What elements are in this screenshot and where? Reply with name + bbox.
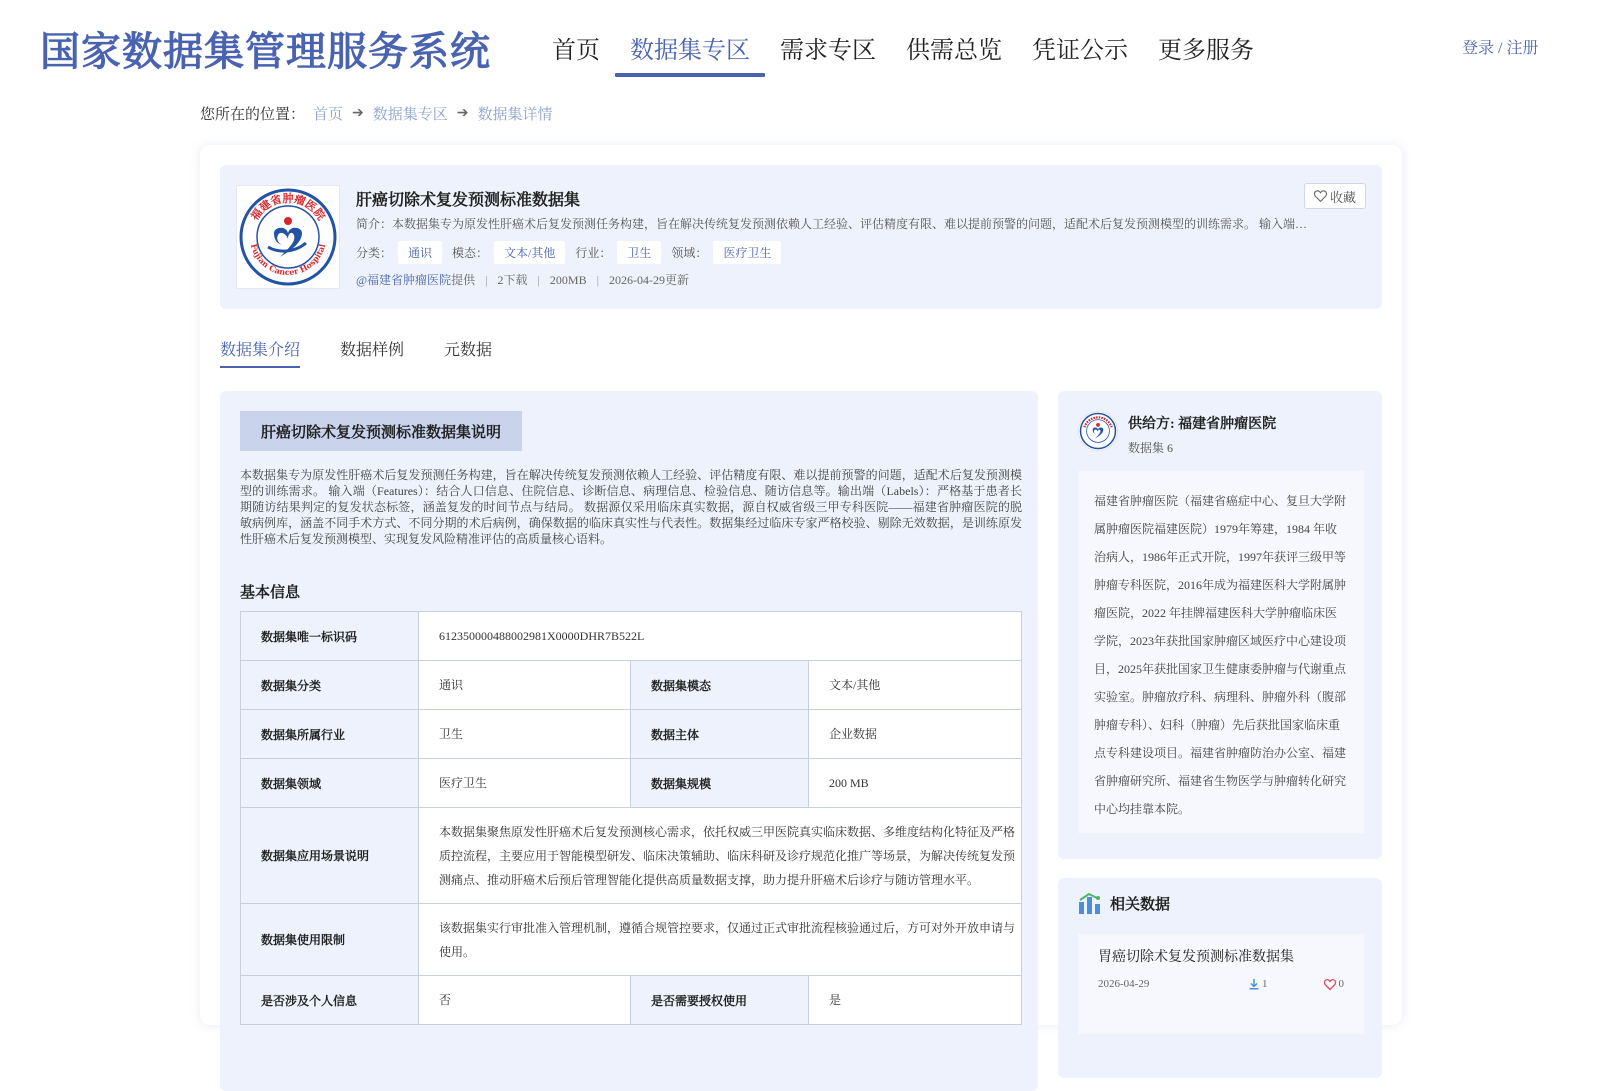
table-row	[241, 904, 1022, 976]
tab-introduction[interactable]: 数据集介绍	[220, 337, 300, 368]
breadcrumb-prefix: 您所在的位置：	[200, 107, 306, 123]
info-key: 数据集唯一标识码	[241, 612, 419, 661]
table-row	[241, 661, 1022, 710]
nav-overview[interactable]: 供需总览	[906, 38, 1002, 64]
table-row	[241, 612, 1022, 661]
provider-link[interactable]: @福建省肿瘤医院	[356, 273, 452, 287]
info-key: 数据集模态	[631, 661, 809, 710]
download-icon	[1249, 979, 1259, 990]
related-downloads: 1	[1249, 978, 1268, 990]
provider-avatar[interactable]	[1078, 411, 1118, 451]
tag-modality[interactable]: 文本/其他	[494, 241, 565, 264]
svg-text:Fujian Cancer Hospital: Fujian Cancer Hospital	[248, 242, 328, 278]
provider-dataset-count: 数据集 6	[1128, 441, 1174, 455]
info-value: 612350000488002981X0000DHR7B522L	[419, 612, 1022, 661]
info-key: 数据集所属行业	[241, 710, 419, 759]
info-key: 数据集使用限制	[241, 904, 419, 976]
download-count: 2下载	[497, 273, 528, 287]
nav-datasets[interactable]: 数据集专区	[615, 26, 765, 75]
detail-tabs	[220, 337, 532, 368]
header	[0, 0, 1600, 90]
table-row	[241, 976, 1022, 1025]
intro-panel	[220, 391, 1038, 1091]
table-row	[241, 808, 1022, 904]
breadcrumb-home[interactable]: 首页	[313, 107, 344, 123]
info-value: 卫生	[419, 710, 631, 759]
arrow-right-icon: ➔	[456, 106, 469, 121]
intro-section-title: 肝癌切除术复发预测标准数据集说明	[240, 411, 522, 451]
related-title-text: 相关数据	[1110, 896, 1171, 913]
tag-field[interactable]: 医疗卫生	[713, 241, 781, 264]
info-key: 数据集分类	[241, 661, 419, 710]
info-value: 否	[419, 976, 631, 1025]
favorite-button[interactable]	[1304, 183, 1366, 209]
info-value: 企业数据	[809, 710, 1022, 759]
basic-info-title: 基本信息	[240, 585, 301, 601]
tag-category[interactable]: 通识	[398, 241, 442, 264]
table-row	[241, 759, 1022, 808]
nav-certificates[interactable]: 凭证公示	[1032, 38, 1128, 64]
info-value: 文本/其他	[809, 661, 1022, 710]
related-item-date: 2026-04-29	[1098, 978, 1150, 990]
breadcrumb-datasets[interactable]: 数据集专区	[372, 107, 448, 123]
related-item[interactable]	[1078, 934, 1364, 1034]
tag-label-field: 领域：	[671, 246, 708, 260]
tag-label-category: 分类：	[356, 246, 393, 260]
breadcrumb	[200, 103, 553, 124]
dataset-summary-text: 简介：本数据集专为原发性肝癌术后复发预测任务构建，旨在解决传统复发预测依赖人工经验、评估精度有限、难以提前预警的问题，适配术后复发预测模型的训练需求。 输入端…	[356, 217, 1308, 231]
related-item-meta	[1098, 978, 1344, 990]
provider-name[interactable]: 供给方: 福建省肿瘤医院	[1128, 417, 1277, 432]
info-value: 该数据集实行审批准入管理机制，遵循合规管控要求，仅通过正式审批流程核验通过后，方可对外开放申请与使用。	[419, 904, 1022, 976]
site-logo[interactable]: 国家数据集管理服务系统	[40, 29, 491, 74]
provider-description: 福建省肿瘤医院（福建省癌症中心、复旦大学附属肿瘤医院福建医院）1979年筹建，1984 年收治病人，1986年正式开院，1997年获评三级甲等肿瘤专科医院，2016年成为福建医科大学附属肿瘤医院，2022 年挂牌福建医科大学肿瘤临床医学院，2023年获批国家肿瘤区域医疗中心建设项目，2025年获批国家卫生健康委肿瘤与代谢重点实验室。肿瘤放疗科、病理科、肿瘤外科（腹部肿瘤专科）、妇科（肿瘤）先后获批国家临床重点专科建设项目。福建省肿瘤防治办公室、福建省肿瘤研究所、福建省生物医学与肿瘤转化研究中心均挂靠本院。	[1078, 471, 1364, 833]
intro-text: 本数据集专为原发性肝癌术后复发预测任务构建，旨在解决传统复发预测依赖人工经验、评估精度有限、难以提前预警的问题，适配术后复发预测模型的训练需求。 输入端（Features）：结合人口信息、住院信息、诊断信息、病理信息、检验信息、随访信息等。输出端（Labels）：严格基于患者长期随访结果判定的复发状态标签，涵盖复发的时间节点与结局。 数据源仅采用临床真实数据，源自权威省级三甲专科医院——福建省肿瘤医院的脱敏病例库，涵盖不同手术方式、不同分期的术后病例，确保数据的临床真实性与代表性。数据集经过临床专家严格校验、剔除无效数据，是训练原发性肝癌术后复发预测模型、实现复发风险精准评估的高质量核心语料。	[240, 468, 1022, 546]
dataset-detail-card	[200, 145, 1402, 1025]
dataset-tags	[356, 241, 791, 264]
tag-label-modality: 模态：	[452, 246, 489, 260]
info-value: 200 MB	[809, 759, 1022, 808]
bar-chart-icon	[1078, 892, 1102, 914]
tag-label-industry: 行业：	[575, 246, 612, 260]
info-value: 本数据集聚焦原发性肝癌术后复发预测核心需求，依托权威三甲医院真实临床数据、多维度结构化特征及严格质控流程，主要应用于智能模型研发、临床决策辅助、临床科研及诊疗规范化推广等场景，为解决传统复发预测痛点、推动肝癌术后预后管理智能化提供高质量数据支撑，助力提升肝癌术后诊疗与随访管理水平。	[419, 808, 1022, 904]
update-date: 2026-04-29更新	[609, 273, 689, 287]
heart-icon	[1314, 190, 1327, 202]
info-key: 是否涉及个人信息	[241, 976, 419, 1025]
info-value: 医疗卫生	[419, 759, 631, 808]
info-key: 数据主体	[631, 710, 809, 759]
login-register-link[interactable]: 登录 / 注册	[1462, 40, 1539, 57]
dataset-summary	[220, 165, 1382, 309]
info-value: 通识	[419, 661, 631, 710]
svg-text:福建省肿瘤医院: 福建省肿瘤医院	[248, 192, 328, 223]
tag-industry[interactable]: 卫生	[617, 241, 661, 264]
related-item-name[interactable]: 胃癌切除术复发预测标准数据集	[1098, 950, 1294, 965]
tab-metadata[interactable]: 元数据	[444, 342, 493, 359]
info-key: 数据集应用场景说明	[241, 808, 419, 904]
info-key: 是否需要授权使用	[631, 976, 809, 1025]
arrow-right-icon: ➔	[352, 106, 364, 121]
provider-card	[1058, 391, 1382, 859]
dataset-title: 肝癌切除术复发预测标准数据集	[356, 192, 581, 209]
related-likes[interactable]: 0	[1324, 978, 1345, 990]
heart-icon	[1324, 979, 1336, 990]
dataset-meta: @福建省肿瘤医院提供 | 2下载 | 200MB | 2026-04-29更新	[356, 273, 689, 287]
nav-home[interactable]: 首页	[552, 38, 600, 64]
breadcrumb-current: 数据集详情	[477, 107, 553, 123]
basic-info-table	[240, 611, 1022, 1025]
nav-demands[interactable]: 需求专区	[780, 38, 876, 64]
provided-suffix: 提供	[451, 273, 476, 287]
favorite-label: 收藏	[1329, 189, 1356, 205]
tab-samples[interactable]: 数据样例	[340, 342, 405, 359]
table-row	[241, 710, 1022, 759]
info-key: 数据集领域	[241, 759, 419, 808]
hospital-logo	[236, 185, 340, 289]
related-data-card	[1058, 878, 1382, 1078]
related-title	[1078, 892, 1170, 914]
nav-more-services[interactable]: 更多服务	[1158, 38, 1254, 64]
info-key: 数据集规模	[631, 759, 809, 808]
dataset-size: 200MB	[549, 273, 587, 287]
main-nav	[548, 26, 1269, 75]
info-value: 是	[809, 976, 1022, 1025]
